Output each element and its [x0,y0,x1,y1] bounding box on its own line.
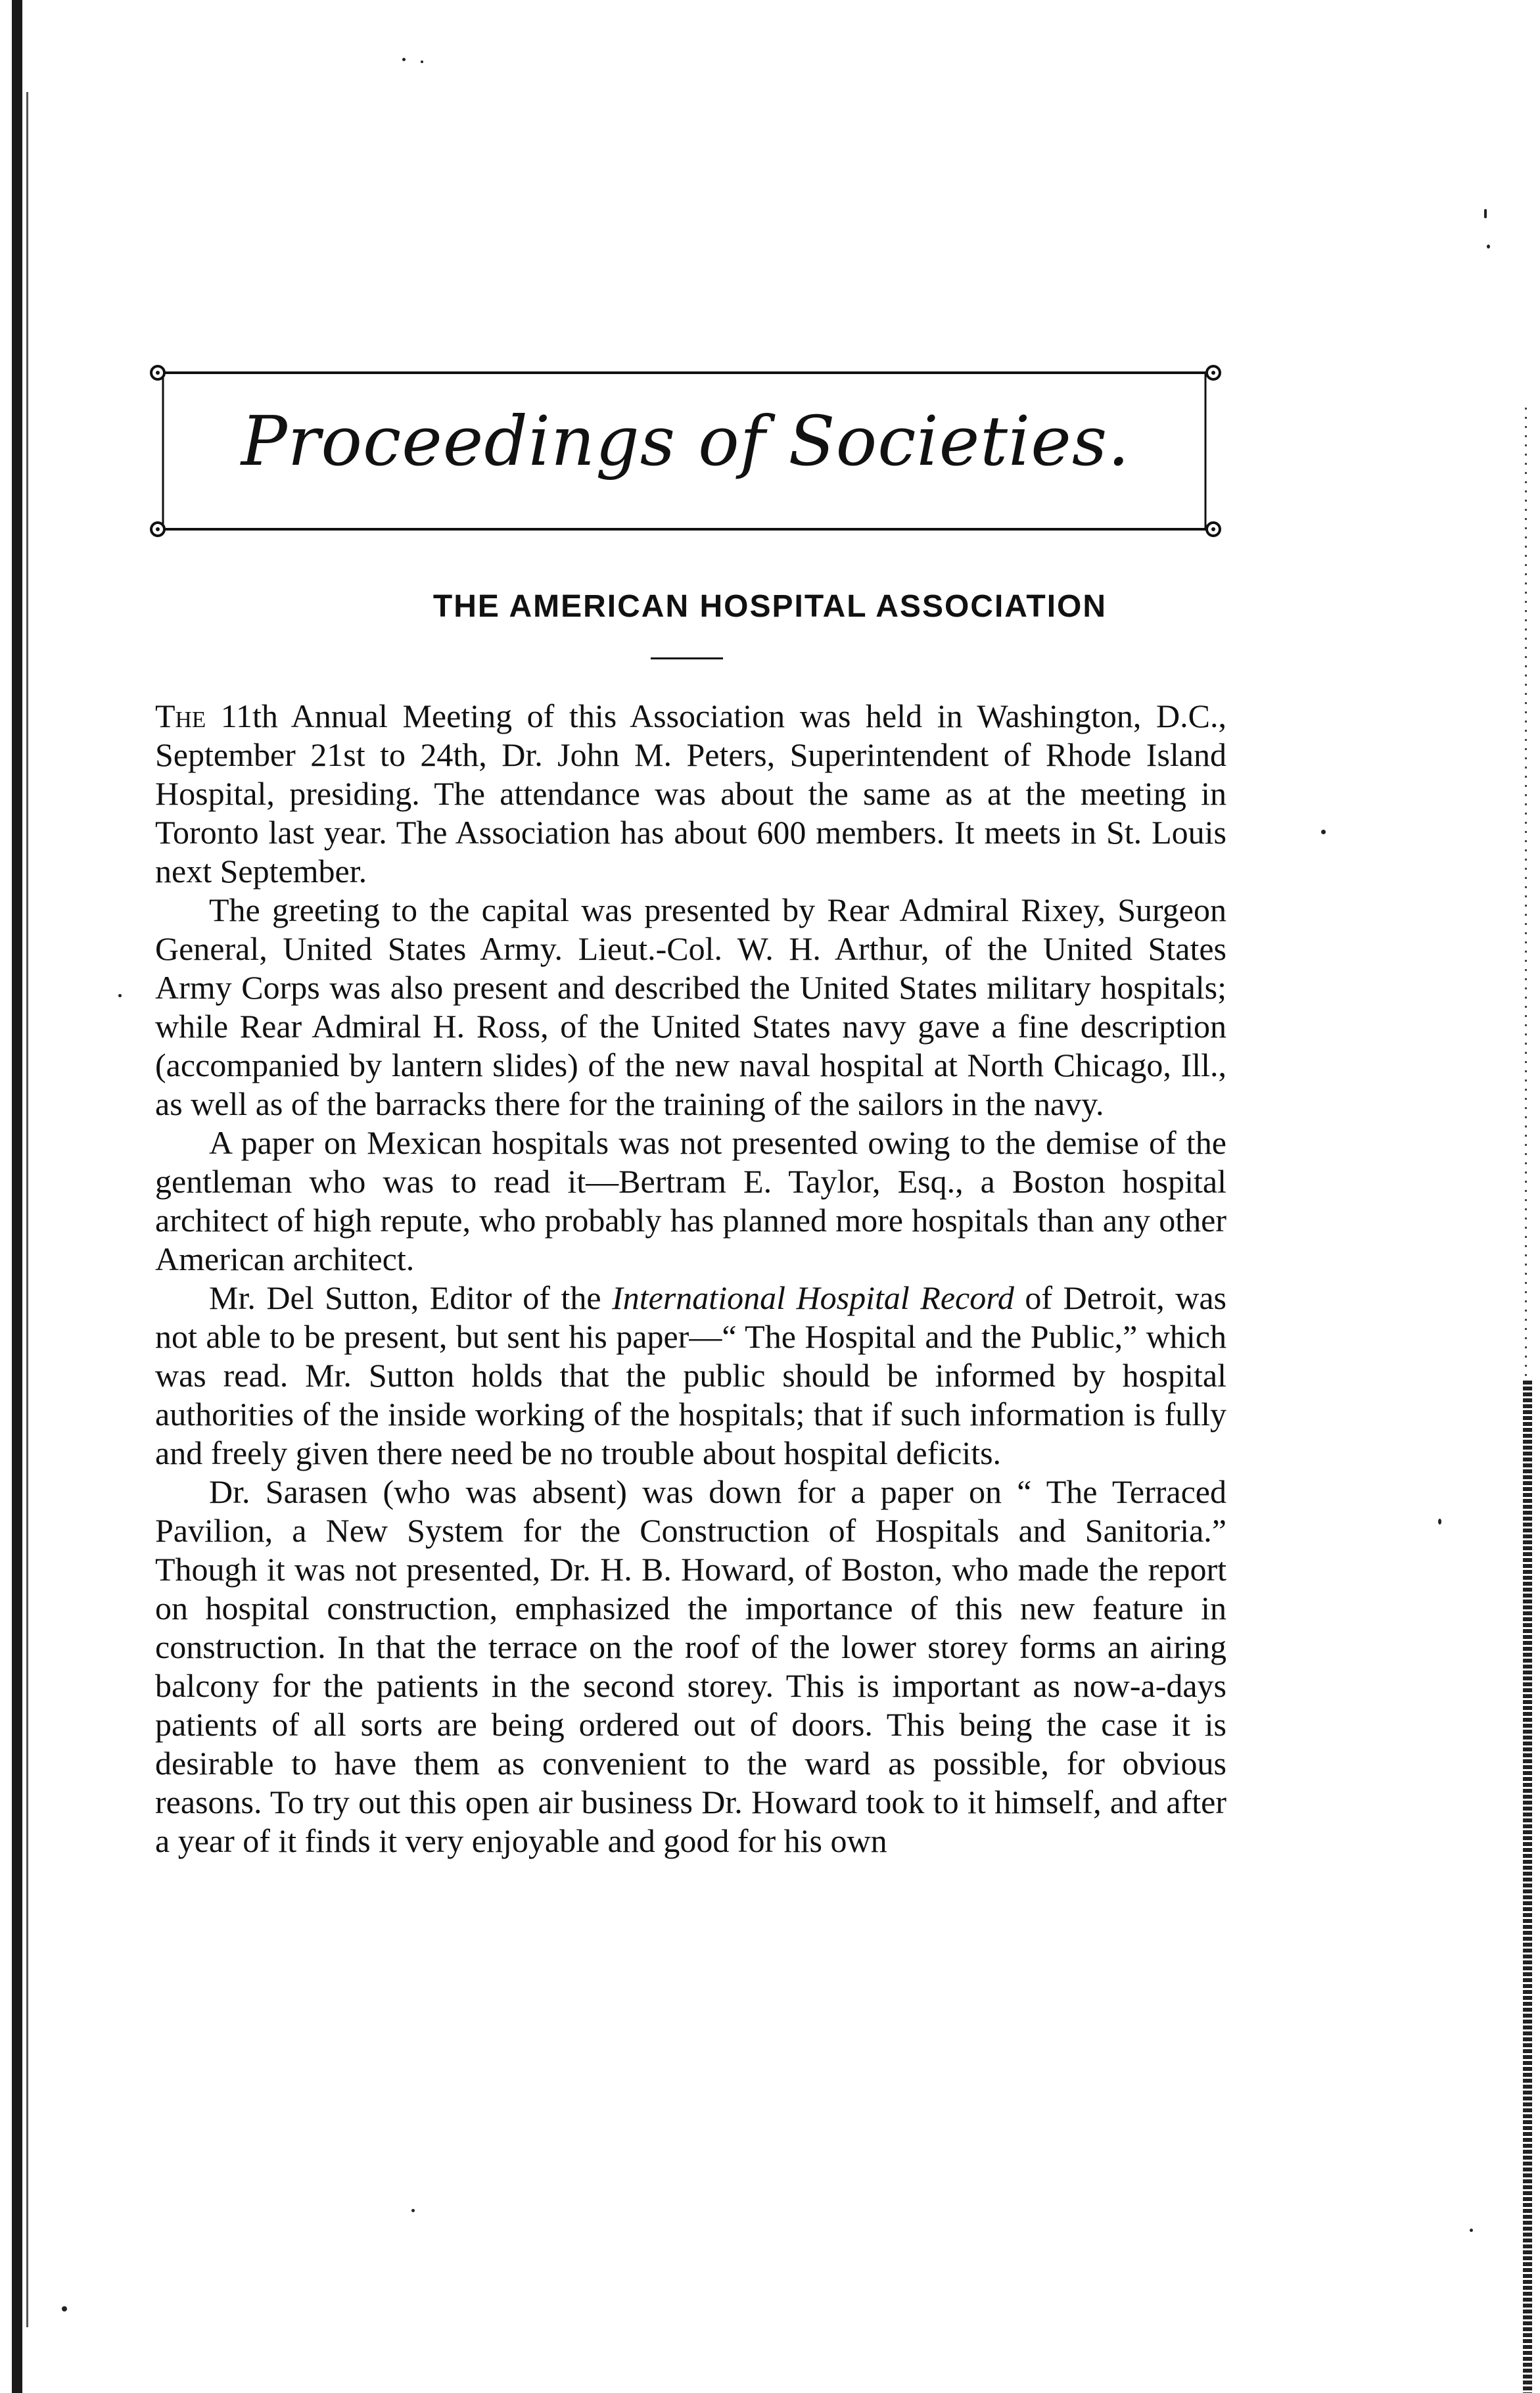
header-frame [150,365,1221,537]
paragraph-3: A paper on Mexican hospitals was not presented owing to the demise of the gentleman who was to read it—Bertram E. Taylor, Esq., a Boston hospital architect of high repute, who probably has planned more hospitals than any other American architect. [155,1124,1226,1277]
scan-speck [62,2306,67,2311]
article-body [155,697,1226,1860]
paragraph-text: 11th Annual Meeting of this Association was held in Washington, D.C., September 21st to 24th, Dr. John M. Peters, Superintendent of Rhode Island Hospital, presiding. The attendance was about the same as at the meeting in Toronto last year. The Association has about 600 members. It meets in St. Louis next September. [155,698,1226,889]
scan-speck [421,60,423,63]
page-title: Proceedings of Societies. [241,401,1131,481]
paragraph-5: Dr. Sarasen (who was absent) was down for a paper on “ The Terraced Pavilion, a New System for the Construction of Hospitals and Sanitoria.” Though it was not presented, Dr. H. B. Howard, of Boston, who made the report on hospital construction, emphasized the importance of this new feature in construction. In that the terrace on the roof of the lower storey forms an airing balcony for the patients in the second storey. This is important as now-a-days patients of all sorts are being ordered out of doors. This being the case it is desirable to have them as convenient to the ward as possible, for obvious reasons. To try out this open air business Dr. Howard took to it himself, and after a year of it finds it very enjoyable and good for his own [155,1473,1226,1859]
paragraph-lead-word: The [155,698,206,734]
scan-speck [118,994,122,997]
paragraph-1 [155,697,1226,891]
scan-speck [402,58,406,61]
scan-edge-right [1523,1381,1532,2393]
scan-speck [1487,245,1490,249]
scan-speck [1438,1519,1441,1525]
section-heading: THE AMERICAN HOSPITAL ASSOCIATION [432,589,1108,624]
paragraph-4 [155,1279,1226,1473]
scan-edge-left [12,0,22,2393]
heading-rule [651,657,723,659]
scan-edge-left-line [26,92,28,2327]
scan-speck [1484,209,1487,218]
scan-speck [411,2209,415,2212]
paragraph-2: The greeting to the capital was presented by Rear Admiral Rixey, Surgeon General, United States Army. Lieut.-Col. W. H. Arthur, of the United States Army Corps was also present and described the United States military hospitals; while Rear Admiral H. Ross, of the United States navy gave a fine description (accompanied by lantern slides) of the new naval hospital at North Chicago, Ill., as well as of the barracks there for the training of the sailors in the navy. [155,891,1226,1122]
scan-edge-right-upper [1525,408,1527,1381]
scan-speck [1470,2229,1473,2232]
scan-speck [1321,830,1326,834]
paragraph-text: Mr. Del Sutton, Editor of the [209,1279,613,1316]
paragraph-text: of Detroit, was not able to be present, but sent his paper—“ The Hospital and the Public,” which was read. Mr. Sutton holds that the public should be informed by hospital authorities of the inside working of the hospitals; that if such information is fully and freely given there need be no trouble about hospital deficits. [155,1279,1227,1471]
publication-title: International Hospital Record [612,1279,1014,1316]
